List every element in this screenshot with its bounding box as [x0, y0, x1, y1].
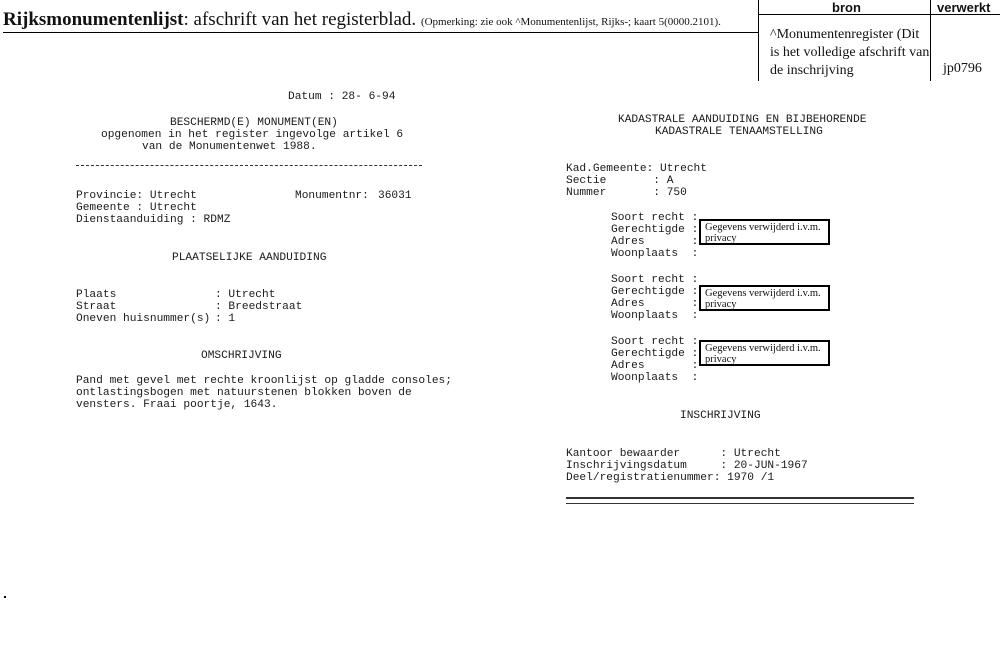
- owner1-adres: Adres :: [611, 236, 699, 248]
- privacy-redaction-box: Gegevens verwijderd i.v.m. privacy: [699, 340, 830, 366]
- plaats-value: : Utrecht: [215, 289, 276, 301]
- privacy-redaction-box: Gegevens verwijderd i.v.m. privacy: [699, 285, 830, 311]
- straat-value: : Breedstraat: [215, 301, 303, 313]
- col-header-bron: bron: [832, 0, 861, 15]
- kad-gemeente: Kad.Gemeente: Utrecht: [566, 163, 707, 175]
- heading-line-2: opgenomen in het register ingevolge artikel 6: [101, 129, 404, 141]
- omschrijving-line-3: vensters. Fraai poortje, 1643.: [76, 399, 278, 411]
- bron-text: ^Monumentenregister (Dit is het volledige afschrift van de inschrijving: [770, 27, 930, 78]
- owner3-woonplaats: Woonplaats :: [611, 372, 699, 384]
- plaats-label: Plaats: [76, 289, 117, 301]
- kad-sectie: Sectie : A: [566, 175, 674, 187]
- owner2-adres: Adres :: [611, 298, 699, 310]
- owner1-woonplaats: Woonplaats :: [611, 248, 699, 260]
- kadastrale-heading-2: KADASTRALE TENAAMSTELLING: [655, 126, 823, 138]
- owner3-gerechtigde: Gerechtigde :: [611, 348, 699, 360]
- kad-nummer: Nummer : 750: [566, 187, 687, 199]
- owner1-gerechtigde: Gerechtigde :: [611, 224, 699, 236]
- title-rule: [3, 32, 758, 33]
- gemeente: Gemeente : Utrecht: [76, 202, 197, 214]
- closing-bar: [566, 497, 914, 504]
- monumentnr-value: 36031: [378, 190, 412, 202]
- dashed-separator: [76, 165, 422, 166]
- kadastrale-heading-1: KADASTRALE AANDUIDING EN BIJBEHORENDE: [618, 114, 867, 126]
- title-bold: Rijksmonumentenlijst: [3, 9, 184, 30]
- document-title: [3, 9, 721, 31]
- title-note: (Opmerking: zie ook ^Monumentenlijst, Rijks-; kaart 5(0000.2101).: [420, 16, 721, 28]
- straat-label: Straat: [76, 301, 117, 313]
- heading-line-1: BESCHERMD(E) MONUMENT(EN): [170, 117, 338, 129]
- table-border-left: [758, 0, 759, 81]
- datum: Datum : 28- 6-94: [288, 91, 396, 103]
- dienstaanduiding: Dienstaanduiding : RDMZ: [76, 214, 231, 226]
- provincie: Provincie: Utrecht: [76, 190, 197, 202]
- owner2-gerechtigde: Gerechtigde :: [611, 286, 699, 298]
- omschrijving-heading: OMSCHRIJVING: [201, 350, 282, 362]
- huisnummer-value: : 1: [215, 313, 236, 325]
- table-border-mid: [930, 0, 931, 81]
- heading-line-3: van de Monumentenwet 1988.: [142, 141, 317, 153]
- inschrijvingsdatum: Inschrijvingsdatum : 20-JUN-1967: [566, 460, 808, 472]
- title-rest: : afschrift van het registerblad.: [183, 9, 417, 30]
- verwerkt-code: jp0796: [943, 61, 982, 76]
- huisnummer-label: Oneven huisnummer(s): [76, 313, 211, 325]
- owner1-soort-recht: Soort recht :: [611, 212, 699, 224]
- owner3-soort-recht: Soort recht :: [611, 336, 699, 348]
- deel-registratienummer: Deel/registratienummer: 1970 /1: [566, 472, 775, 484]
- owner2-woonplaats: Woonplaats :: [611, 310, 699, 322]
- owner3-adres: Adres :: [611, 360, 699, 372]
- privacy-redaction-box: Gegevens verwijderd i.v.m. privacy: [699, 219, 830, 245]
- owner2-soort-recht: Soort recht :: [611, 274, 699, 286]
- monumentnr-label: Monumentnr:: [295, 190, 369, 202]
- plaatselijke-heading: PLAATSELIJKE AANDUIDING: [172, 252, 327, 264]
- col-header-verwerkt: verwerkt: [937, 0, 991, 15]
- scan-speck: [4, 596, 6, 598]
- omschrijving-line-1: Pand met gevel met rechte kroonlijst op gladde consoles;: [76, 375, 452, 387]
- omschrijving-line-2: ontlastingsbogen met natuurstenen blokken boven de: [76, 387, 412, 399]
- inschrijving-heading: INSCHRIJVING: [680, 410, 761, 422]
- kantoor-bewaarder: Kantoor bewaarder : Utrecht: [566, 448, 781, 460]
